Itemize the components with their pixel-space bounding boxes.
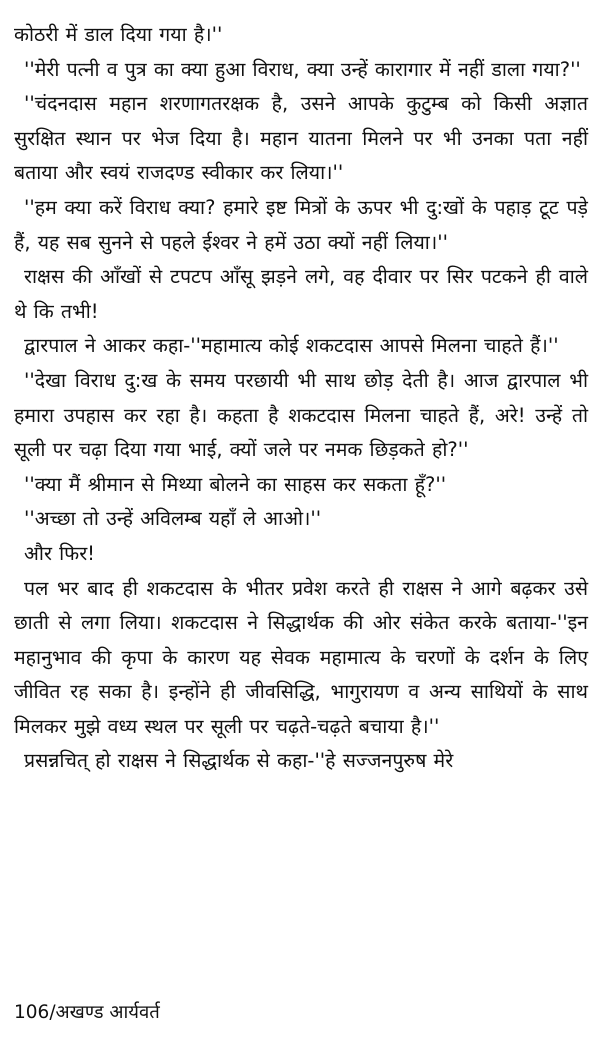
- paragraph-10: और फिर!: [24, 541, 96, 565]
- paragraph-11: पल भर बाद ही शकटदास के भीतर प्रवेश करते ही राक्षस ने आगे बढ़कर उसे छाती से लगा लिया। शकटदास ने सिद्धार्थक की ओर संकेत करके बताया-''इन महानुभाव की कृपा के कारण यह सेवक महामात्य के चरणों के दर्शन के लिए जीवित रह सका है। इन्होंने ही जीवसिद्धि, भागुरायण व अन्य साथियों के साथ मिलकर मुझे वध्य स्थल पर सूली पर चढ़ते-चढ़ते बचाया है।'': [14, 576, 588, 738]
- footer-separator: /: [49, 1002, 56, 1023]
- book-page: [14, 18, 588, 1038]
- page-number: 106: [14, 1002, 50, 1023]
- paragraph-1: कोठरी में डाल दिया गया है।'': [14, 23, 223, 46]
- paragraph-12: प्रसन्नचित् हो राक्षस ने सिद्धार्थक से कहा-''हे सज्जनपुरुष मेरे: [24, 749, 454, 773]
- paragraph-2: ''मेरी पत्नी व पुत्र का क्या हुआ विराध, क्या उन्हें कारागार में नहीं डाला गया?'': [24, 57, 581, 81]
- paragraph-3: ''चंदनदास महान शरणागतरक्षक है, उसने आपके कुटुम्ब को किसी अज्ञात सुरक्षित स्थान पर भेज दिया है। महान यातना मिलने पर भी उनका पता नहीं बताया और स्वयं राजदण्ड स्वीकार कर लिया।'': [14, 92, 588, 185]
- paragraph-6: द्वारपाल ने आकर कहा-''महामात्य कोई शकटदास आपसे मिलना चाहते हैं।'': [24, 334, 559, 358]
- paragraph-4: ''हम क्या करें विराध क्या? हमारे इष्ट मित्रों के ऊपर भी दु:खों के पहाड़ टूट पड़े हैं, यह सब सुनने से पहले ईश्वर ने हमें उठा क्यों नहीं लिया।'': [14, 195, 588, 254]
- paragraph-5: राक्षस की आँखों से टपटप आँसू झड़ने लगे, वह दीवार पर सिर पटकने ही वाले थे कि तभी!: [14, 265, 588, 323]
- page-footer: [14, 999, 160, 1024]
- paragraph-7: ''देखा विराध दु:ख के समय परछायी भी साथ छोड़ देती है। आज द्वारपाल भी हमारा उपहास कर रहा है। कहता है शकटदास मिलना चाहते हैं, अरे! उन्हें तो सूली पर चढ़ा दिया गया भाई, क्यों जले पर नमक छिड़कते हो?'': [14, 368, 588, 462]
- paragraph-8: ''क्या मैं श्रीमान से मिथ्या बोलने का साहस कर सकता हूँ?'': [24, 472, 447, 496]
- book-title: अखण्ड आर्यवर्त: [55, 1002, 160, 1023]
- paragraph-9: ''अच्छा तो उन्हें अविलम्ब यहाँ ले आओ।'': [24, 507, 322, 531]
